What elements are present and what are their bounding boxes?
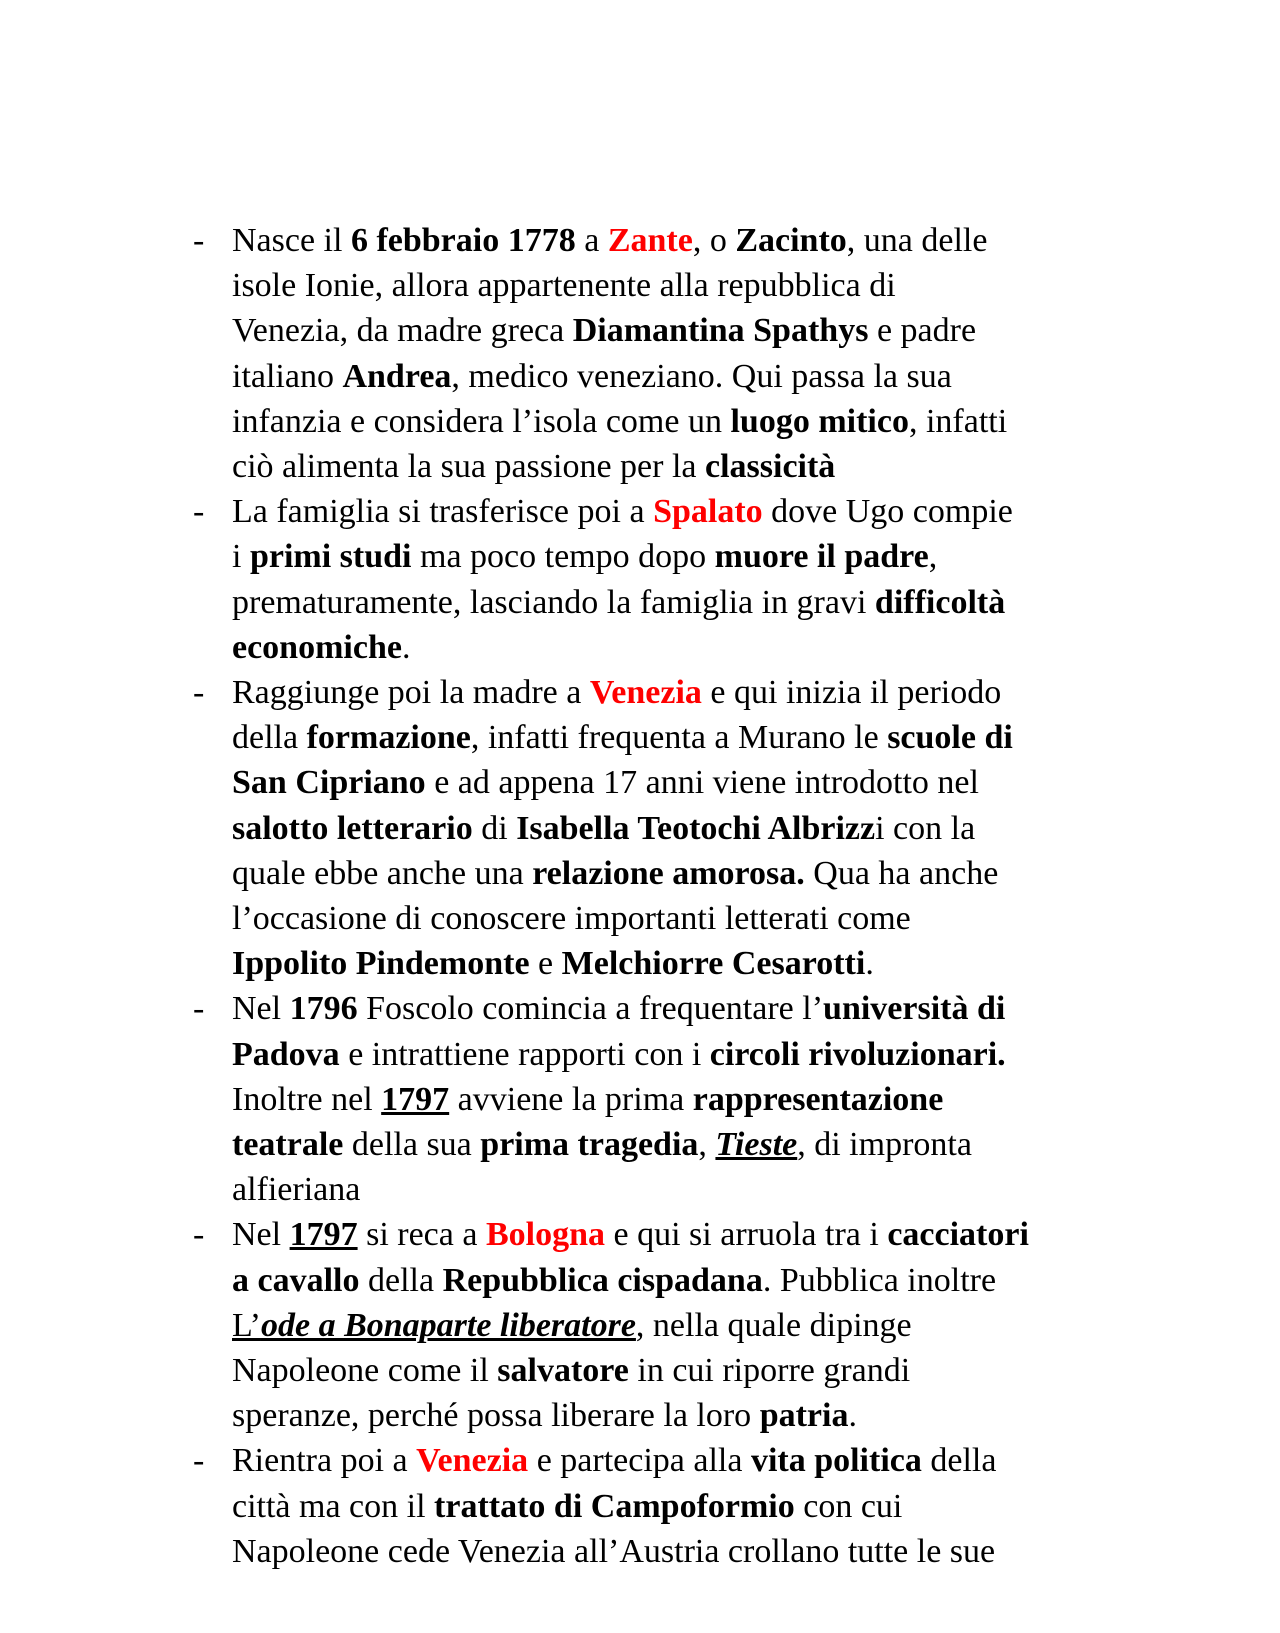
text-line bbox=[232, 1167, 1153, 1212]
text-line bbox=[232, 1212, 1153, 1257]
text-run: . Pubblica inoltre bbox=[762, 1261, 997, 1299]
text-run: quale ebbe anche una bbox=[232, 854, 533, 892]
highlighted-text: salotto letterario bbox=[232, 809, 473, 847]
highlighted-text: scuole di bbox=[887, 719, 1013, 757]
highlighted-text: 1797 bbox=[381, 1080, 450, 1118]
text-run: Qua ha anche bbox=[804, 854, 999, 892]
text-run: alfieriana bbox=[232, 1171, 361, 1209]
text-run: della bbox=[921, 1442, 997, 1480]
text-run: , una delle bbox=[846, 222, 988, 259]
bullet-marker: - bbox=[193, 1442, 205, 1480]
text-run: i con la bbox=[875, 809, 976, 847]
text-line bbox=[232, 354, 1153, 399]
text-line bbox=[232, 1258, 1153, 1303]
text-run: e partecipa alla bbox=[528, 1442, 751, 1480]
highlighted-text: Bologna bbox=[485, 1216, 606, 1254]
text-run: speranze, perché possa liberare la loro bbox=[232, 1397, 760, 1435]
text-run: in cui riporre grandi bbox=[628, 1352, 911, 1390]
text-run: , infatti bbox=[908, 402, 1008, 440]
highlighted-text: classicità bbox=[705, 448, 836, 486]
text-line bbox=[232, 1077, 1153, 1122]
text-run: Rientra poi a bbox=[232, 1442, 417, 1480]
highlighted-text: primi studi bbox=[249, 538, 412, 576]
text-run: Nel bbox=[232, 990, 290, 1028]
text-run: si reca a bbox=[357, 1216, 486, 1254]
highlighted-text: L’ bbox=[232, 1306, 261, 1344]
highlighted-text: circoli rivoluzionari. bbox=[709, 1035, 1006, 1073]
text-run: , bbox=[928, 538, 938, 576]
text-run: . bbox=[848, 1397, 857, 1435]
text-run: infanzia e considera l’isola come un bbox=[232, 402, 731, 440]
text-line bbox=[232, 580, 1153, 625]
text-run: e bbox=[529, 945, 562, 983]
bullet-marker: - bbox=[193, 493, 205, 531]
text-run: prematuramente, lasciando la famiglia in gravi bbox=[232, 583, 875, 621]
text-line bbox=[232, 399, 1153, 444]
text-run: con cui bbox=[794, 1487, 903, 1525]
text-run: Napoleone come il bbox=[232, 1352, 498, 1390]
highlighted-text: Repubblica cispadana bbox=[442, 1261, 763, 1299]
text-run: e qui si arruola tra i bbox=[605, 1216, 888, 1254]
highlighted-text: 6 febbraio 1778 bbox=[350, 222, 576, 259]
highlighted-text: prima tragedia bbox=[480, 1126, 699, 1164]
text-line bbox=[232, 1348, 1153, 1393]
text-line bbox=[232, 1529, 1153, 1574]
highlighted-text: 1796 bbox=[289, 990, 358, 1028]
text-run: La famiglia si trasferisce poi a bbox=[232, 493, 654, 531]
text-run: , infatti frequenta a Murano le bbox=[470, 719, 888, 757]
text-run: , di impronta bbox=[797, 1126, 972, 1164]
text-line bbox=[232, 1484, 1153, 1529]
highlighted-text: Zante bbox=[607, 222, 693, 259]
highlighted-text: Venezia bbox=[416, 1442, 529, 1480]
highlighted-text: Diamantina Spathys bbox=[572, 312, 869, 350]
text-line bbox=[232, 218, 1153, 263]
text-line bbox=[232, 760, 1153, 805]
text-line bbox=[232, 263, 1153, 308]
bullet-marker: - bbox=[193, 1216, 205, 1254]
text-run: Nasce il bbox=[232, 222, 351, 259]
highlighted-text: Zacinto bbox=[735, 222, 847, 259]
text-line bbox=[232, 534, 1153, 579]
text-line bbox=[232, 1032, 1153, 1077]
text-run: , nella quale dipinge bbox=[635, 1306, 912, 1344]
text-run: e qui inizia il periodo bbox=[701, 674, 1002, 712]
text-line bbox=[232, 625, 1153, 670]
bullet-marker: - bbox=[193, 674, 205, 712]
bullet-marker: - bbox=[193, 222, 205, 259]
highlighted-text: muore il padre bbox=[714, 538, 929, 576]
text-run: di bbox=[472, 809, 517, 847]
text-run: e padre bbox=[868, 312, 977, 350]
text-run: Raggiunge poi la madre a bbox=[232, 674, 590, 712]
text-run: Foscolo comincia a frequentare l’ bbox=[357, 990, 824, 1028]
text-line bbox=[232, 1393, 1153, 1438]
bullet-marker: - bbox=[193, 990, 205, 1028]
text-run: ciò alimenta la sua passione per la bbox=[232, 448, 705, 486]
text-run: , o bbox=[692, 222, 736, 259]
text-run: Nel bbox=[232, 1216, 290, 1254]
text-line bbox=[232, 986, 1153, 1031]
text-run: Venezia, da madre greca bbox=[232, 312, 573, 350]
text-run: della bbox=[359, 1261, 443, 1299]
text-run: . bbox=[401, 628, 411, 666]
highlighted-text: salvatore bbox=[497, 1352, 629, 1390]
text-line bbox=[232, 444, 1153, 489]
text-run: Napoleone cede Venezia all’Austria crollano tutte le sue bbox=[232, 1532, 996, 1570]
text-line bbox=[232, 489, 1153, 534]
text-run: e intrattiene rapporti con i bbox=[339, 1035, 710, 1073]
highlighted-text: patria bbox=[759, 1397, 849, 1435]
text-line bbox=[232, 941, 1153, 986]
text-run: Inoltre nel bbox=[232, 1080, 382, 1118]
highlighted-text: formazione bbox=[306, 719, 471, 757]
text-run: dove Ugo compie bbox=[762, 493, 1013, 531]
text-line bbox=[232, 851, 1153, 896]
text-run: i bbox=[232, 538, 250, 576]
text-line bbox=[232, 1122, 1153, 1167]
text-run: e ad appena 17 anni viene introdotto nel bbox=[425, 764, 979, 802]
highlighted-text: teatrale bbox=[232, 1126, 344, 1164]
highlighted-text: università di bbox=[823, 990, 1006, 1028]
highlighted-text: Ippolito Pindemonte bbox=[232, 945, 530, 983]
highlighted-text: ode a Bonaparte liberatore bbox=[260, 1306, 636, 1344]
highlighted-text: vita politica bbox=[750, 1442, 922, 1480]
list-item bbox=[193, 670, 1153, 986]
text-line bbox=[232, 1303, 1153, 1348]
highlighted-text: Venezia bbox=[589, 674, 702, 712]
highlighted-text: luogo mitico bbox=[730, 402, 909, 440]
text-line bbox=[232, 308, 1153, 353]
text-run: . bbox=[865, 945, 874, 983]
text-line bbox=[232, 806, 1153, 851]
highlighted-text: cacciatori bbox=[887, 1216, 1029, 1254]
list-item bbox=[193, 218, 1153, 489]
highlighted-text: Padova bbox=[232, 1035, 340, 1073]
highlighted-text: 1797 bbox=[289, 1216, 358, 1254]
text-run: l’occasione di conoscere importanti letterati come bbox=[232, 900, 911, 938]
text-line bbox=[232, 1438, 1153, 1483]
text-run: italiano bbox=[232, 357, 343, 395]
text-run: , medico veneziano. Qui passa la sua bbox=[451, 357, 952, 395]
text-run: a bbox=[575, 222, 608, 259]
highlighted-text: San Cipriano bbox=[232, 764, 426, 802]
highlighted-text: economiche bbox=[232, 628, 402, 666]
text-run: della sua bbox=[343, 1126, 481, 1164]
text-run: avviene la prima bbox=[449, 1080, 693, 1118]
highlighted-text: Spalato bbox=[653, 493, 763, 531]
list-item bbox=[193, 1438, 1153, 1574]
text-line bbox=[232, 715, 1153, 760]
list-item bbox=[193, 1212, 1153, 1438]
text-run: città ma con il bbox=[232, 1487, 435, 1525]
list-item bbox=[193, 489, 1153, 670]
highlighted-text: rappresentazione bbox=[692, 1080, 944, 1118]
highlighted-text: Tieste bbox=[715, 1126, 798, 1164]
text-run: ma poco tempo dopo bbox=[411, 538, 715, 576]
highlighted-text: Isabella Teotochi Albrizz bbox=[516, 809, 876, 847]
text-line bbox=[232, 670, 1153, 715]
text-run: isole Ionie, allora appartenente alla repubblica di bbox=[232, 267, 896, 305]
highlighted-text: relazione amorosa. bbox=[532, 854, 805, 892]
highlighted-text: Melchiorre Cesarotti bbox=[561, 945, 866, 983]
text-run: della bbox=[232, 719, 307, 757]
biography-list bbox=[193, 218, 1153, 1574]
text-run: , bbox=[698, 1126, 716, 1164]
list-item bbox=[193, 986, 1153, 1212]
highlighted-text: Andrea bbox=[342, 357, 452, 395]
highlighted-text: trattato di Campoformio bbox=[434, 1487, 795, 1525]
highlighted-text: difficoltà bbox=[874, 583, 1006, 621]
text-line bbox=[232, 896, 1153, 941]
highlighted-text: a cavallo bbox=[232, 1261, 360, 1299]
